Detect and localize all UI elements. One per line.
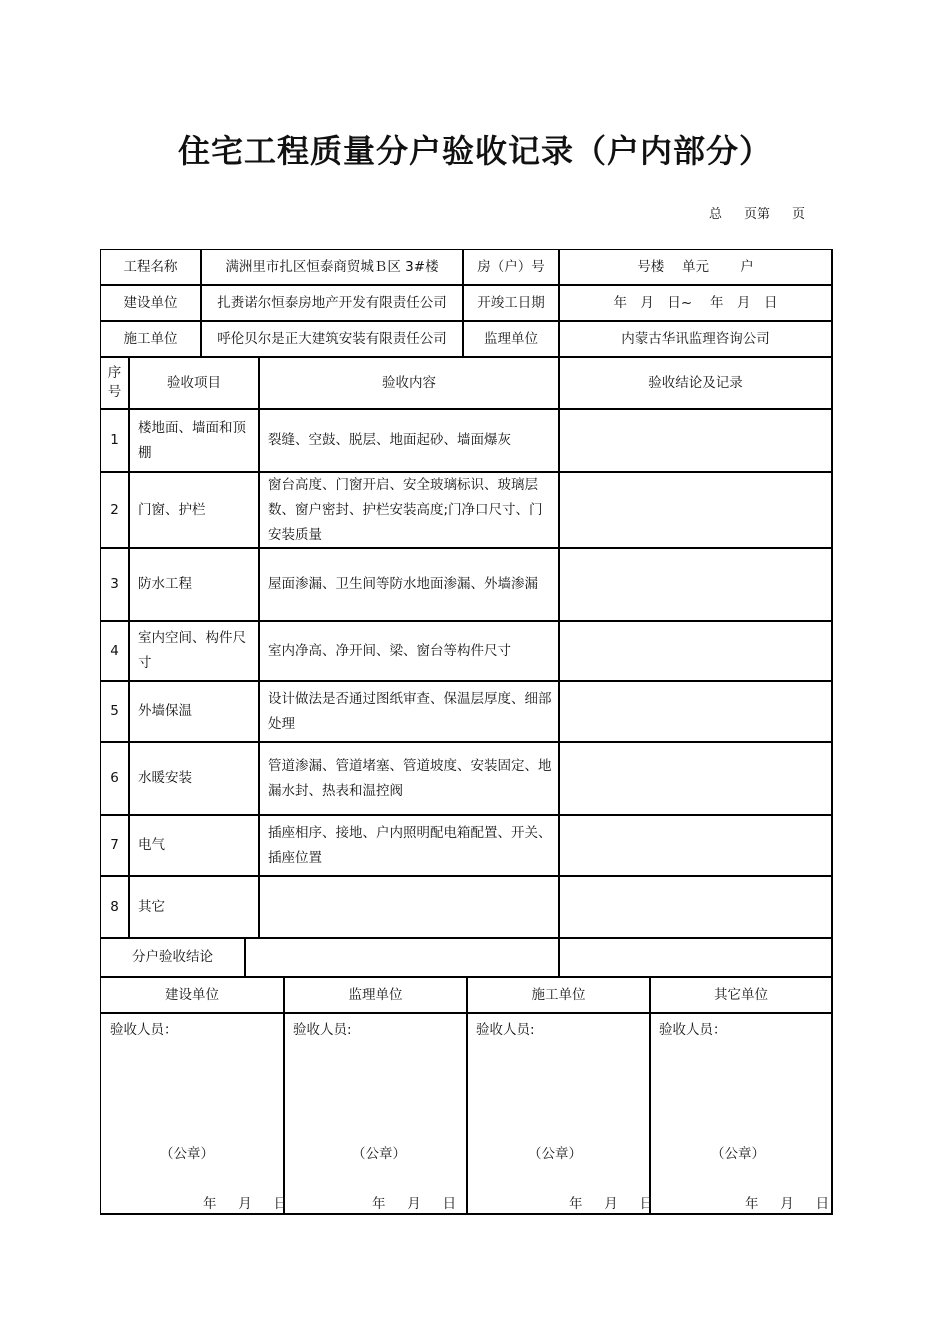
room-number-label: 房（户）号 <box>463 249 559 285</box>
sig-unit-supervisor: 监理单位 <box>284 977 467 1013</box>
row-1-result[interactable] <box>559 409 832 472</box>
builder-value: 扎赉诺尔恒泰房地产开发有限责任公司 <box>201 285 463 321</box>
row-4-result[interactable] <box>559 621 832 681</box>
page-counter <box>709 203 805 222</box>
row-8-number: 8 <box>100 876 129 938</box>
row-7-number: 7 <box>100 815 129 876</box>
row-5-number: 5 <box>100 681 129 742</box>
construction-unit-label: 施工单位 <box>100 321 201 357</box>
seq-header: 序号 <box>100 357 129 409</box>
sig-unit-other: 其它单位 <box>650 977 832 1013</box>
date-label: 开竣工日期 <box>463 285 559 321</box>
row-3-number: 3 <box>100 548 129 621</box>
row-5-result[interactable] <box>559 681 832 742</box>
row-8-result[interactable] <box>559 876 832 938</box>
row-2-content: 窗台高度、门窗开启、安全玻璃标识、玻璃层数、窗户密封、护栏安装高度;门净口尺寸、门安装质量 <box>259 472 559 548</box>
page-suffix-label: 页 <box>791 207 805 222</box>
conclusion-value[interactable] <box>245 938 559 977</box>
supervisor-label: 监理单位 <box>463 321 559 357</box>
sig-seal-other: （公章） <box>711 1146 765 1162</box>
sig-staff-supervisor: 验收人员: <box>293 1022 352 1038</box>
row-5-item: 外墙保温 <box>129 681 259 742</box>
row-4-content: 室内净高、净开间、梁、窗台等构件尺寸 <box>259 621 559 681</box>
row-7-item: 电气 <box>129 815 259 876</box>
row-4-item: 室内空间、构件尺寸 <box>129 621 259 681</box>
sig-date-other: 年 月 日 <box>745 1196 830 1212</box>
document-title: 住宅工程质量分户验收记录（户内部分） <box>177 132 772 170</box>
row-6-result[interactable] <box>559 742 832 815</box>
row-6-number: 6 <box>100 742 129 815</box>
row-3-item: 防水工程 <box>129 548 259 621</box>
supervisor-value: 内蒙古华讯监理咨询公司 <box>559 321 832 357</box>
sig-unit-construction: 施工单位 <box>467 977 650 1013</box>
item-header: 验收项目 <box>129 357 259 409</box>
sig-box-builder[interactable] <box>100 1013 284 1214</box>
row-2-number: 2 <box>100 472 129 548</box>
builder-label: 建设单位 <box>100 285 201 321</box>
page-total-label: 总 <box>708 207 722 222</box>
sig-unit-builder: 建设单位 <box>100 977 284 1013</box>
date-value: 年 月 日~ 年 月 日 <box>559 285 832 321</box>
sig-staff-construction: 验收人员: <box>476 1022 535 1038</box>
sig-date-supervisor: 年 月 日 <box>372 1196 457 1212</box>
sig-box-other[interactable] <box>650 1013 832 1214</box>
row-3-content: 屋面渗漏、卫生间等防水地面渗漏、外墙渗漏 <box>259 548 559 621</box>
page-current-label: 页第 <box>743 207 770 222</box>
row-6-content: 管道渗漏、管道堵塞、管道坡度、安装固定、地漏水封、热表和温控阀 <box>259 742 559 815</box>
room-number-value: 号楼 单元 户 <box>559 249 832 285</box>
row-4-number: 4 <box>100 621 129 681</box>
row-6-item: 水暖安装 <box>129 742 259 815</box>
row-2-item: 门窗、护栏 <box>129 472 259 548</box>
row-1-content: 裂缝、空鼓、脱层、地面起砂、墙面爆灰 <box>259 409 559 472</box>
result-header: 验收结论及记录 <box>559 357 832 409</box>
row-3-result[interactable] <box>559 548 832 621</box>
project-name-value: 满洲里市扎区恒泰商贸城Ｂ区 3#楼 <box>201 249 463 285</box>
row-8-item: 其它 <box>129 876 259 938</box>
sig-seal-construction: （公章） <box>528 1146 582 1162</box>
sig-staff-other: 验收人员： <box>659 1022 727 1038</box>
row-8-content[interactable] <box>259 876 559 938</box>
sig-staff-builder: 验收人员： <box>110 1022 178 1038</box>
sig-date-builder: 年 月 日 <box>203 1196 288 1212</box>
row-1-number: 1 <box>100 409 129 472</box>
construction-unit-value: 呼伦贝尔是正大建筑安装有限责任公司 <box>201 321 463 357</box>
sig-date-construction: 年 月 日 <box>569 1196 654 1212</box>
conclusion-extra[interactable] <box>559 938 832 977</box>
row-2-result[interactable] <box>559 472 832 548</box>
sig-box-supervisor[interactable] <box>284 1013 467 1214</box>
project-name-label: 工程名称 <box>100 249 201 285</box>
row-5-content: 设计做法是否通过图纸审查、保温层厚度、细部处理 <box>259 681 559 742</box>
sig-seal-builder: （公章） <box>160 1146 214 1162</box>
row-1-item: 楼地面、墙面和顶棚 <box>129 409 259 472</box>
content-header: 验收内容 <box>259 357 559 409</box>
sig-box-construction[interactable] <box>467 1013 650 1214</box>
row-7-result[interactable] <box>559 815 832 876</box>
conclusion-label: 分户验收结论 <box>100 938 245 977</box>
sig-seal-supervisor: （公章） <box>352 1146 406 1162</box>
row-7-content: 插座相序、接地、户内照明配电箱配置、开关、插座位置 <box>259 815 559 876</box>
